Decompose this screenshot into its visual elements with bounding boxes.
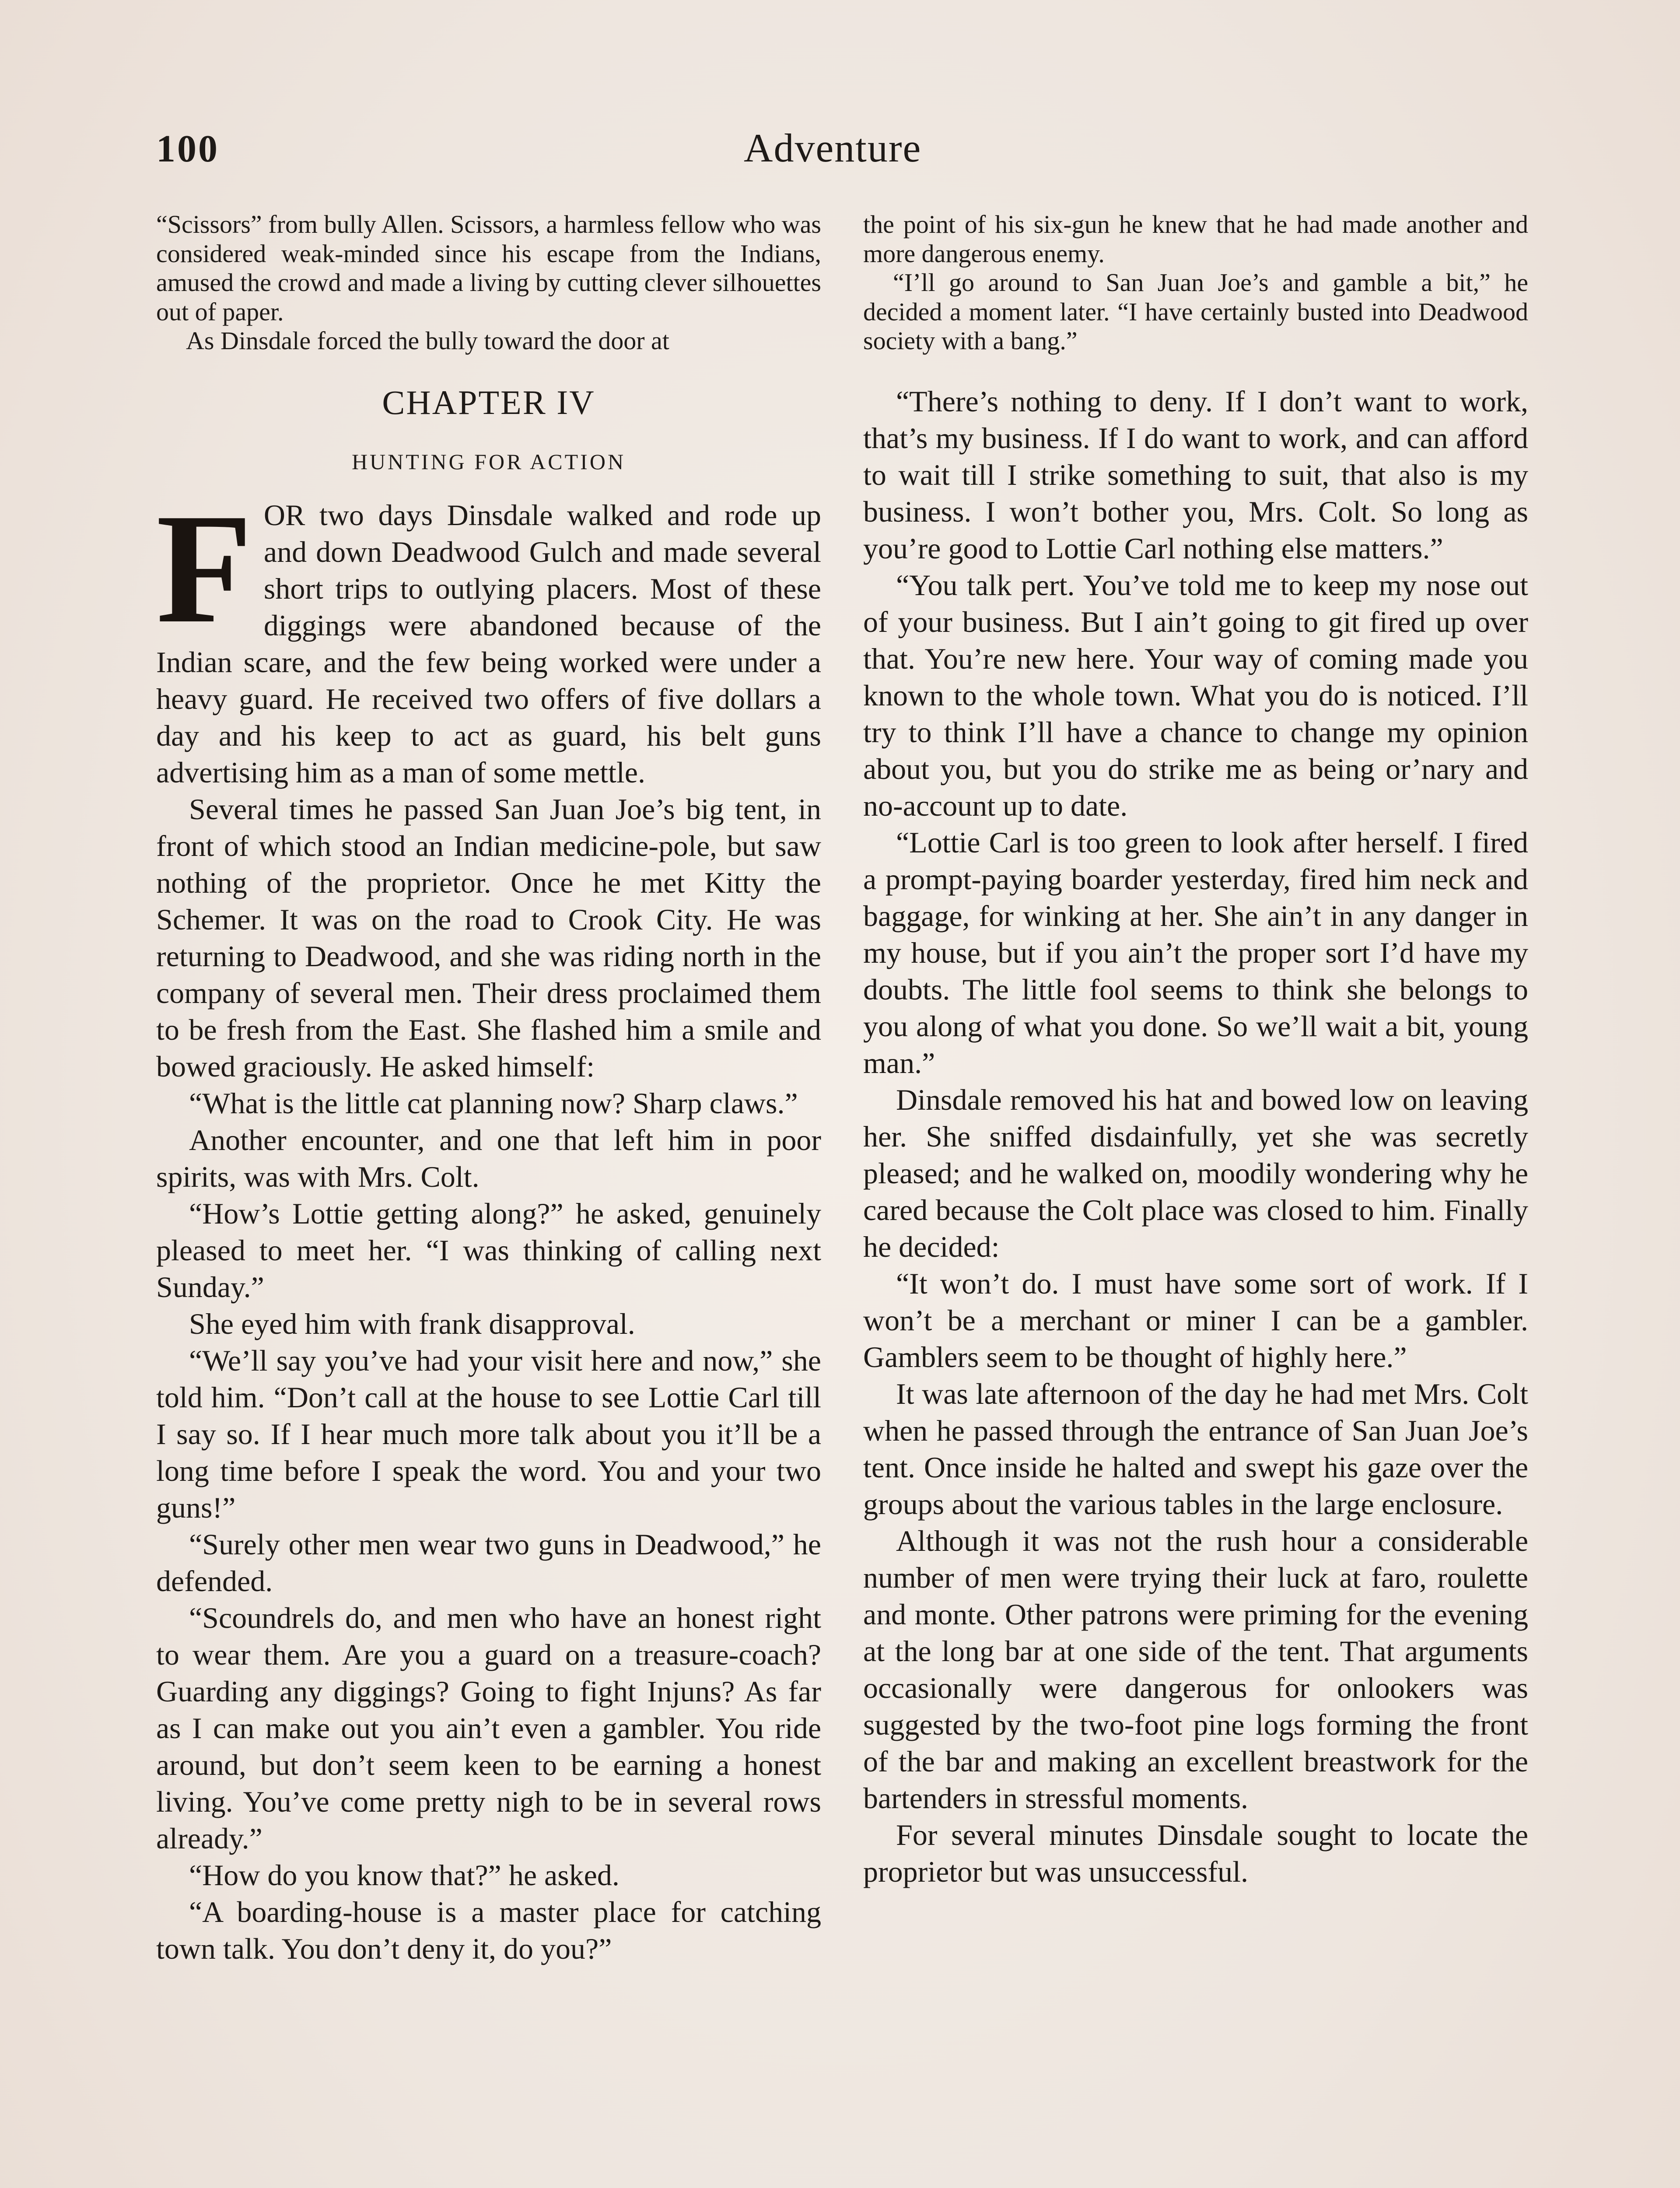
paragraph: “How do you know that?” he asked. <box>189 1858 620 1892</box>
paragraph: “Scoundrels do, and men who have an honest right to wear them. Are you a guard on a treasure-coach? Guarding any diggings? Going to fight Injuns? As far as I can make out you ain’t even a gambler. You ride around, but don’t seem keen to be earning a honest living. You’ve come pretty nigh to be in several rows already.” <box>156 1601 821 1855</box>
paragraph: “It won’t do. I must have some sort of work. If I won’t be a merchant or miner I can be a gambler. Gamblers seem to be thought of highly here.” <box>863 1266 1528 1374</box>
left-continuation-text <box>156 210 821 356</box>
right-continuation-text <box>863 210 1528 356</box>
chapter-body-right <box>863 383 1528 1890</box>
running-title: Adventure <box>744 126 922 170</box>
paragraph: She eyed him with frank disapproval. <box>189 1307 635 1340</box>
paragraph: “A boarding-house is a master place for catching town talk. You don’t deny it, do you?” <box>156 1895 821 1965</box>
chapter-heading <box>156 383 821 475</box>
paragraph: “You talk pert. You’ve told me to keep my nose out of your business. But I ain’t going to git fired up over that. You’re new here. Your way of coming made you known to the whole town. What you do is noticed. I’ll try to think I’ll have a chance to change my opinion about you, but you do strike me as being or’nary and no-account up to date. <box>863 568 1528 822</box>
paragraph: “What is the little cat planning now? Sharp claws.” <box>189 1086 798 1120</box>
paragraph: “I’ll go around to San Juan Joe’s and gamble a bit,” he decided a moment later. “I have certainly busted into Deadwood society with a bang.” <box>863 268 1528 355</box>
chapter-subtitle: HUNTING FOR ACTION <box>351 449 626 474</box>
chapter-title: CHAPTER IV <box>382 383 595 421</box>
paragraph: “Lottie Carl is too green to look after herself. I fired a prompt-paying boarder yesterday, fired him neck and baggage, for winking at her. She ain’t in any danger in my house, but if you ain’t the proper sort I’d have my doubts. The little fool seems to think she belongs to you along of what you done. So we’ll wait a bit, young man.” <box>863 825 1528 1080</box>
paragraph: Although it was not the rush hour a considerable number of men were trying their luck at faro, roulette and monte. Other patrons were priming for the evening at the long bar at one side of the tent. That arguments occasionally were dangerous for onlookers was suggested by the two-foot pine logs forming the front of the bar and making an excellent breastwork for the bartenders in stressful moments. <box>863 1524 1528 1815</box>
chapter-body-left <box>156 480 821 1967</box>
paragraph: It was late afternoon of the day he had met Mrs. Colt when he passed through the entrance of San Juan Joe’s tent. Once inside he halted and swept his gaze over the groups about the various tables in the large enclosure. <box>863 1377 1528 1521</box>
left-column <box>156 210 821 1967</box>
paragraph: Dinsdale removed his hat and bowed low on leaving her. She sniffed disdainfully, yet she was secretly pleased; and he walked on, moodily wondering why he cared because the Colt place was closed to him. Finally he decided: <box>863 1083 1528 1263</box>
paragraph: the point of his six-gun he knew that he had made another and more dangerous enemy. <box>863 210 1528 268</box>
paragraph: “We’ll say you’ve had your visit here and now,” she told him. “Don’t call at the house to see Lottie Carl till I say so. If I hear much more talk about you it’ll be a long time before I speak the word. You and your two guns!” <box>156 1343 821 1524</box>
paragraph: “Scissors” from bully Allen. Scissors, a harmless fellow who was considered weak-minded since his escape from the Indians, amused the crowd and made a living by cutting clever silhouettes out of paper. <box>156 210 821 326</box>
paragraph: For several minutes Dinsdale sought to locate the proprietor but was unsuccessful. <box>863 1818 1528 1888</box>
right-column <box>863 210 1528 1890</box>
paragraph: “Surely other men wear two guns in Deadwood,” he defended. <box>156 1527 821 1598</box>
paragraph: Several times he passed San Juan Joe’s big tent, in front of which stood an Indian medicine-pole, but saw nothing of the proprietor. Once he met Kitty the Schemer. It was on the road to Crook City. He was returning to Deadwood, and she was riding north in the company of several men. Their dress proclaimed them to be fresh from the East. She flashed him a smile and bowed graciously. He asked himself: <box>156 792 821 1083</box>
page-header <box>0 0 1680 184</box>
paragraph: “There’s nothing to deny. If I don’t want to work, that’s my business. If I do want to work, and can afford to wait till I strike something to suit, that also is my business. I won’t bother you, Mrs. Colt. So long as you’re good to Lottie Carl nothing else matters.” <box>863 384 1528 565</box>
paragraph: OR two days Dinsdale walked and rode up and down Deadwood Gulch and made several short trips to outlying placers. Most of these diggings were abandoned because of the Indian scare, and the few being worked were under a heavy guard. He received two offers of five dollars a day and his keep to act as guard, his belt guns advertising him as a man of some mettle. <box>156 498 821 789</box>
paragraph: Another encounter, and one that left him in poor spirits, was with Mrs. Colt. <box>156 1123 821 1193</box>
drop-cap: F <box>156 480 252 656</box>
paragraph: As Dinsdale forced the bully toward the door at <box>186 326 669 355</box>
page-number: 100 <box>156 128 219 170</box>
paragraph: “How’s Lottie getting along?” he asked, genuinely pleased to meet her. “I was thinking of calling next Sunday.” <box>156 1196 821 1304</box>
